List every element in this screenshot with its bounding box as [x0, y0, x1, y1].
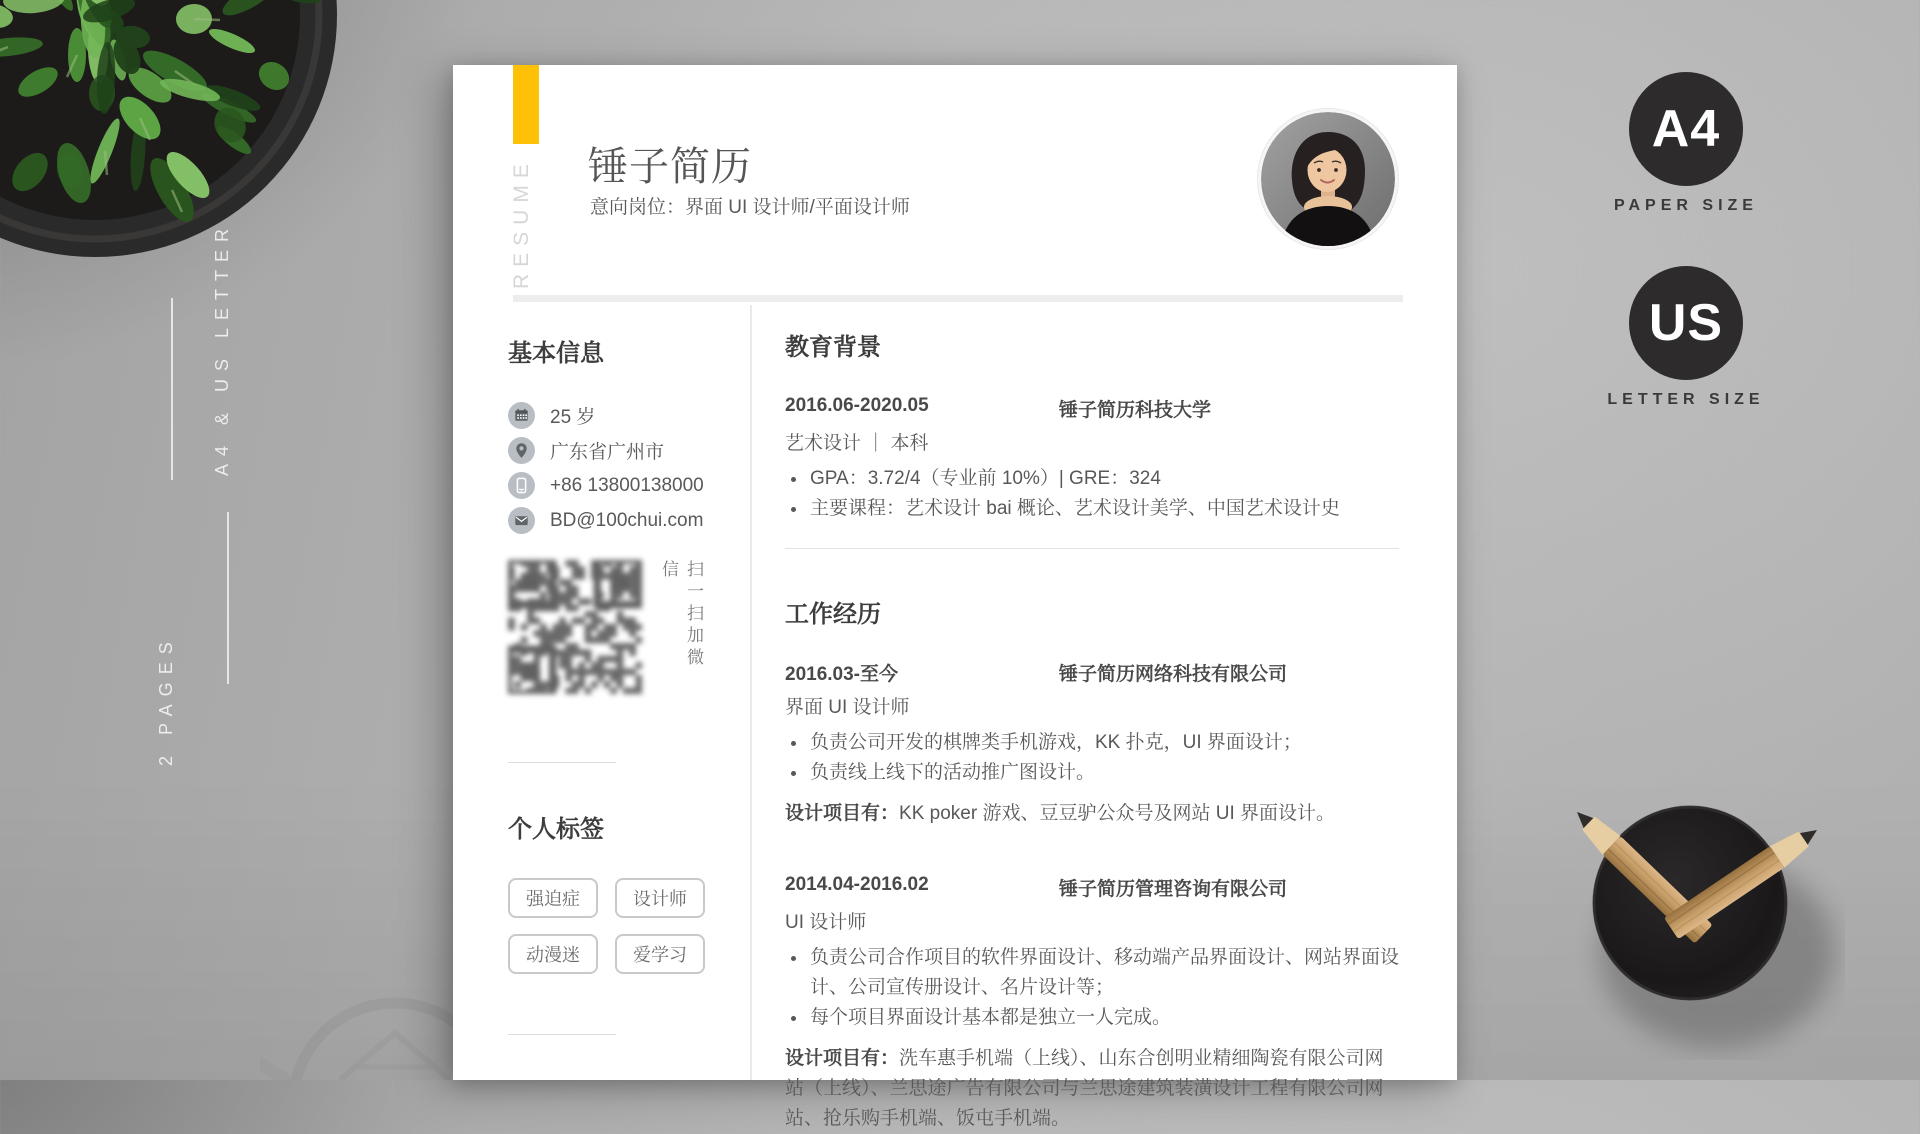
contact-row-age — [508, 402, 748, 429]
education-major: 艺术设计 ｜ 本科 — [785, 433, 929, 454]
avatar — [1258, 109, 1398, 249]
job-projects-label: 设计项目有： — [785, 803, 900, 824]
job-role: UI 设计师 — [785, 912, 867, 933]
page-title: 锤子简历 — [588, 145, 752, 189]
pencil-cup-photo — [1545, 760, 1845, 1060]
a4-badge — [1629, 72, 1743, 186]
qr-caption: 扫一扫加微信 — [659, 560, 703, 670]
calendar-icon — [508, 402, 535, 429]
a4-badge-text: A4 — [1651, 100, 1721, 158]
phone-value: +86 13800138000 — [550, 474, 704, 496]
phone-icon — [508, 472, 535, 499]
potted-plant-photo — [0, 0, 345, 300]
job-projects-text: 洗车惠手机端（上线）、山东合创明业精细陶瓷有限公司网站（上线）、兰思途广告有限公司与兰思途建筑装潢设计工程有限公司网站、抢乐购手机端、饭屯手机端。 — [785, 1048, 1384, 1129]
job-company: 锤子简历网络科技有限公司 — [1059, 664, 1288, 685]
sidebar-column — [508, 333, 748, 1035]
job-bullet: • 负责公司合作项目的软件界面设计、移动端产品界面设计、网站界面设计、公司宣传册设计、名片设计等； — [808, 943, 1399, 1003]
accent-bar — [513, 65, 539, 144]
contact-row-email — [508, 507, 748, 534]
education-bullet: • GPA：3.72/4（专业前 10%）| GRE：324 — [808, 464, 1399, 494]
education-school: 锤子简历科技大学 — [1059, 400, 1212, 421]
tag-chip: 设计师 — [615, 878, 705, 918]
tag-row — [508, 878, 748, 918]
avatar-illustration — [1261, 112, 1395, 246]
job-bullets — [785, 943, 1399, 1033]
job-projects — [785, 799, 1399, 829]
experience-heading: 工作经历 — [785, 601, 881, 628]
job-period: 2014.04-2016.02 — [785, 874, 929, 895]
job-projects-text: KK poker 游戏、豆豆驴公众号及网站 UI 界面设计。 — [899, 803, 1336, 824]
wechat-qr-block — [508, 560, 748, 694]
basic-info-heading: 基本信息 — [508, 340, 604, 367]
side-label-paper-sizes: A4 & US LETTER — [212, 220, 232, 476]
job-bullet: • 负责公司开发的棋牌类手机游戏，KK 扑克，UI 界面设计； — [808, 728, 1399, 758]
job-role: 界面 UI 设计师 — [785, 697, 910, 718]
contact-row-location — [508, 437, 748, 464]
email-value: BD@100chui.com — [550, 509, 704, 531]
job-projects-label: 设计项目有： — [785, 1048, 900, 1069]
main-column — [785, 327, 1399, 1134]
job-bullet: • 每个项目界面设计基本都是独立一人完成。 — [808, 1003, 1399, 1033]
education-period: 2016.06-2020.05 — [785, 395, 929, 416]
job-period: 2016.03-至今 — [785, 664, 899, 685]
resume-page — [453, 65, 1457, 1129]
tag-row — [508, 934, 748, 974]
sidebar-divider — [508, 1034, 616, 1035]
job-projects — [785, 1044, 1399, 1134]
job-entry-header — [785, 874, 1399, 901]
page-subtitle: 意向岗位：界面 UI 设计师/平面设计师 — [590, 197, 910, 218]
education-entry-header — [785, 395, 1399, 422]
location-value: 广东省广州市 — [550, 442, 665, 463]
tag-chip: 强迫症 — [508, 878, 598, 918]
side-rule-sizes — [227, 512, 229, 684]
us-badge — [1629, 266, 1743, 380]
job-entry-header — [785, 659, 1399, 686]
education-bullet: • 主要课程：艺术设计 bai 概论、艺术设计美学、中国艺术设计史 — [808, 494, 1399, 524]
column-divider — [750, 305, 752, 1080]
job-bullets — [785, 728, 1399, 788]
age-value: 25 岁 — [550, 407, 596, 428]
education-bullets — [785, 464, 1399, 524]
resume-spine-text: RESUME — [510, 157, 533, 289]
qr-code-image — [508, 560, 642, 694]
tags-heading: 个人标签 — [508, 816, 604, 843]
us-badge-text: US — [1648, 294, 1724, 352]
sidebar-divider — [508, 762, 616, 763]
email-icon — [508, 507, 535, 534]
qr-code — [508, 560, 642, 694]
a4-badge-caption: PAPER SIZE — [1614, 197, 1758, 214]
section-divider — [785, 548, 1399, 549]
education-heading: 教育背景 — [785, 334, 881, 361]
job-bullet: • 负责线上线下的活动推广图设计。 — [808, 758, 1399, 788]
side-label-pages: 2 PAGES — [156, 634, 176, 766]
job-company: 锤子简历管理咨询有限公司 — [1059, 879, 1288, 900]
tag-chip: 爱学习 — [615, 934, 705, 974]
tag-chip: 动漫迷 — [508, 934, 598, 974]
contact-row-phone — [508, 472, 748, 499]
header-divider — [513, 295, 1403, 302]
us-badge-caption: LETTER SIZE — [1607, 391, 1765, 408]
side-rule-pages — [171, 298, 173, 480]
location-icon — [508, 437, 535, 464]
